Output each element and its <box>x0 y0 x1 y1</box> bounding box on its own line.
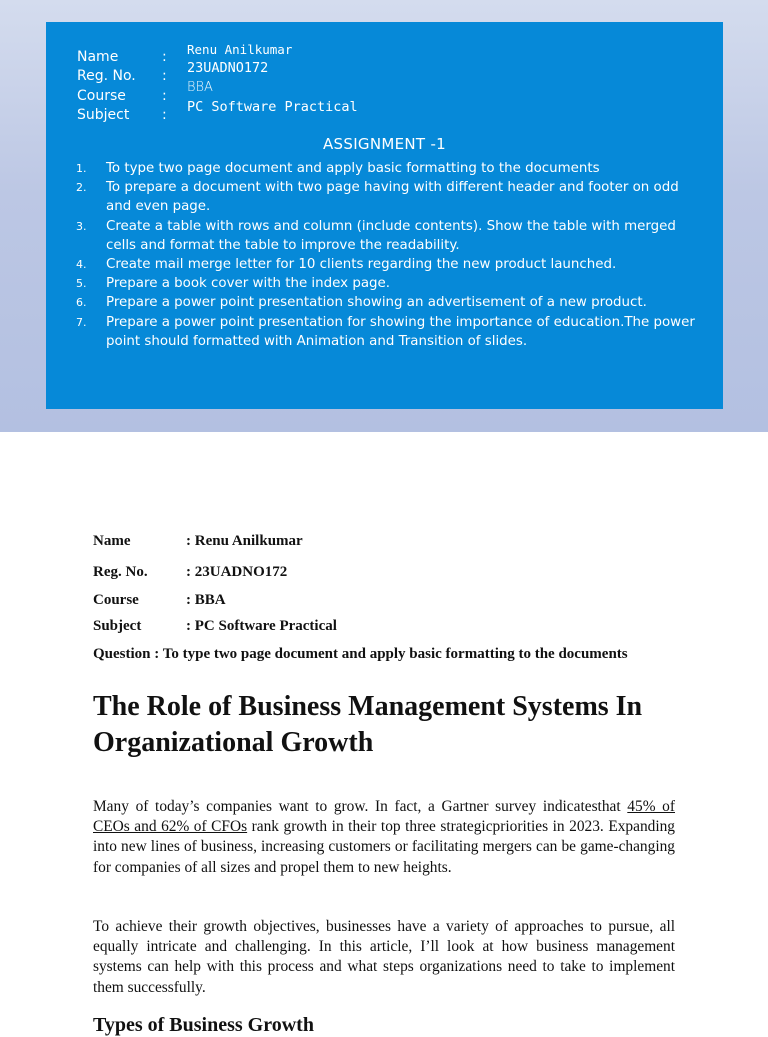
task-text: Create a table with rows and column (include contents). Show the table with merged cells and format the table to improve the readability. <box>106 218 676 253</box>
task-text: Create mail merge letter for 10 clients regarding the new product launched. <box>106 257 617 273</box>
info-colons <box>162 48 167 125</box>
task-text: Prepare a power point presentation for showing the importance of education.The power point should formatted with Animation and Transition of slides. <box>106 314 695 349</box>
info-labels <box>77 48 136 125</box>
colon: : <box>162 68 167 85</box>
meta-value: : PC Software Practical <box>186 618 337 634</box>
task-number: 1. <box>76 162 87 175</box>
paragraph-1 <box>93 797 675 878</box>
task-text: Prepare a book cover with the index page. <box>106 276 391 292</box>
colon: : <box>162 87 167 104</box>
meta-value: : Renu Anilkumar <box>186 533 303 549</box>
task-number: 2. <box>76 181 87 195</box>
document-title: The Role of Business Management Systems In Organizational Growth <box>93 691 643 758</box>
task-text: To prepare a document with two page having with different header and footer on odd and even page. <box>106 180 679 215</box>
paragraph-1-start: Many of today’s companies want to grow. In fact, a Gartner survey indicatesthat <box>93 798 628 815</box>
paragraph-1-end: rank growth in their top three strategicpriorities in 2023. Expanding into new lines of business, increasing customers or facilitating mergers can be game-changing for companies of all sizes and propel them to new heights. <box>93 818 675 876</box>
paragraph-2: To achieve their growth objectives, businesses have a variety of approaches to pursue, all equally intricate and challenging. In this article, I’ll look at how business management systems can help with this process and what steps organizations need to take to implement them successfully. <box>93 918 675 996</box>
task-number: 7. <box>76 315 87 329</box>
task-number: 5. <box>76 277 87 291</box>
meta-label: Reg. No. <box>93 564 148 580</box>
task-item <box>76 313 696 351</box>
underlined-statistic: 45% of CEOs and 62% of CFOs <box>93 798 675 836</box>
task-number: 4. <box>76 258 87 272</box>
task-item <box>76 293 696 312</box>
task-number: 3. <box>76 219 87 233</box>
colon: : <box>162 49 167 65</box>
task-number: 6. <box>76 296 87 310</box>
section-heading: Types of Business Growth <box>93 1014 314 1036</box>
value-name: Renu Anilkumar <box>187 42 293 57</box>
task-text: To type two page document and apply basic formatting to the documents <box>106 161 600 176</box>
value-reg-no: 23UADNO172 <box>187 60 269 77</box>
assignment-title: ASSIGNMENT -1 <box>323 135 446 153</box>
info-values <box>187 40 358 117</box>
task-list <box>76 159 696 351</box>
meta-label: Course <box>93 592 139 608</box>
meta-value: : BBA <box>186 592 226 608</box>
question-text: Question : To type two page document and apply basic formatting to the documents <box>93 646 628 662</box>
label-name: Name <box>77 49 119 65</box>
task-item <box>76 217 696 255</box>
label-reg-no: Reg. No. <box>77 68 136 85</box>
value-subject: PC Software Practical <box>187 98 358 115</box>
label-course: Course <box>77 87 126 104</box>
meta-label: Subject <box>93 618 142 634</box>
label-subject: Subject <box>77 106 130 123</box>
task-item <box>76 274 696 293</box>
assignment-slide <box>46 22 723 409</box>
document-page <box>0 432 768 1036</box>
task-item <box>76 159 696 178</box>
task-item <box>76 178 696 216</box>
meta-value: : 23UADNO172 <box>186 564 288 580</box>
value-course: BBA <box>187 80 213 96</box>
task-item <box>76 255 696 274</box>
meta-label: Name <box>93 533 131 549</box>
task-text: Prepare a power point presentation showing an advertisement of a new product. <box>106 295 647 311</box>
colon: : <box>162 106 167 123</box>
